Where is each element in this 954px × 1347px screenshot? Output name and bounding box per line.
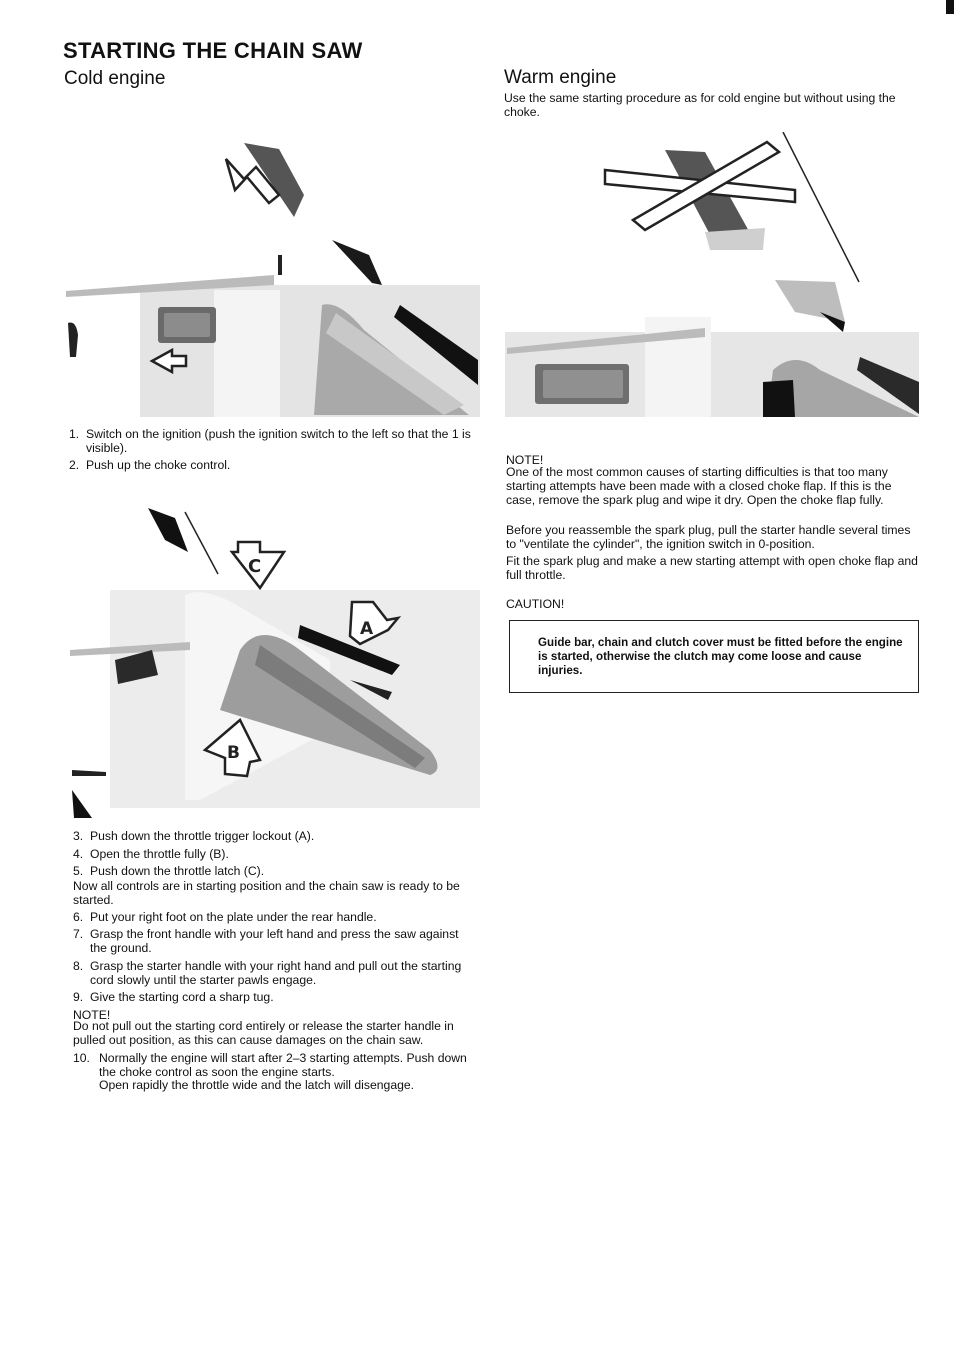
list-item (73, 928, 481, 956)
list-item-number: 4. (73, 847, 84, 861)
list-item-number: 6. (73, 910, 84, 924)
list-item-text: Push down the throttle latch (C). (90, 864, 265, 878)
warm-note-paragraph-1: One of the most common causes of starting difficulties is that too many starting attempts have been made with a closed choke flap. If this is the case, remove the spark plug and wipe it dry. Open the choke flap fully. (506, 465, 892, 507)
list-item (73, 1052, 481, 1096)
figure-warm-no-choke (505, 132, 919, 417)
ready-text: Now all controls are in starting position and the chain saw is ready to be started. (73, 879, 460, 907)
list-item-text: Grasp the front handle with your left hand and press the saw against the ground. (90, 927, 459, 955)
warm-note-label: NOTE! (506, 453, 544, 467)
cold-engine-title: Cold engine (64, 68, 166, 89)
chainsaw-illustration-1 (64, 135, 480, 417)
list-item-number: 8. (73, 959, 84, 973)
caution-label: CAUTION! (506, 597, 565, 611)
chainsaw-illustration-2 (70, 500, 480, 818)
list-item-number: 5. (73, 864, 84, 878)
list-item-text-continued: Open rapidly the throttle wide and the latch will disengage. (99, 1078, 415, 1092)
list-item-text: Push up the choke control. (86, 458, 231, 472)
list-item-text: Open the throttle fully (B). (90, 847, 229, 861)
chainsaw-illustration-warm (505, 132, 919, 417)
list-item-text: Push down the throttle trigger lockout (A). (90, 829, 315, 843)
list-item (73, 991, 481, 1005)
warm-note-paragraph-2: Before you reassemble the spark plug, pull the starter handle several times to "ventilate the cylinder", the ignition switch in 0-position. (506, 523, 911, 551)
list-item (73, 830, 481, 844)
list-item-text: Normally the engine will start after 2–3 starting attempts. Push down the choke control as soon the engine starts. (99, 1051, 467, 1079)
list-item (69, 428, 481, 456)
page-edge-mark (946, 0, 954, 14)
list-item-text: Switch on the ignition (push the ignition switch to the left so that the 1 is visible). (86, 427, 471, 455)
list-item (73, 865, 481, 879)
list-item-number: 2. (69, 458, 80, 472)
list-item-number: 9. (73, 990, 84, 1004)
list-item-number: 7. (73, 927, 84, 941)
cold-note-label: NOTE! (73, 1008, 111, 1022)
list-item (73, 960, 481, 988)
figure-ignition-choke (64, 135, 480, 417)
warm-engine-title: Warm engine (504, 67, 617, 88)
label-c: C (248, 556, 262, 577)
list-item (73, 911, 481, 925)
page-title: STARTING THE CHAIN SAW (63, 38, 363, 63)
figure-throttle-controls (70, 500, 480, 818)
list-item-number: 10. (73, 1051, 90, 1065)
list-item (73, 848, 481, 862)
list-item (69, 459, 481, 473)
list-item-number: 1. (69, 427, 80, 441)
warm-engine-intro: Use the same starting procedure as for cold engine but without using the choke. (504, 91, 896, 119)
cold-note-text: Do not pull out the starting cord entirely or release the starter handle in pulled out position, as this can cause damages on the chain saw. (73, 1019, 454, 1047)
warm-note-paragraph-3: Fit the spark plug and make a new starting attempt with open choke flap and full throttle. (506, 554, 918, 582)
list-item-text: Give the starting cord a sharp tug. (90, 990, 274, 1004)
list-item-text: Put your right foot on the plate under the rear handle. (90, 910, 377, 924)
list-item-number: 3. (73, 829, 84, 843)
list-item-text: Grasp the starter handle with your right hand and pull out the starting cord slowly until the starter pawls engage. (90, 959, 462, 987)
label-b: B (227, 743, 240, 763)
label-a: A (360, 619, 374, 639)
caution-box (509, 620, 919, 693)
caution-text: Guide bar, chain and clutch cover must be fitted before the engine is started, otherwise the clutch may come loose and cause injuries. (538, 636, 903, 677)
